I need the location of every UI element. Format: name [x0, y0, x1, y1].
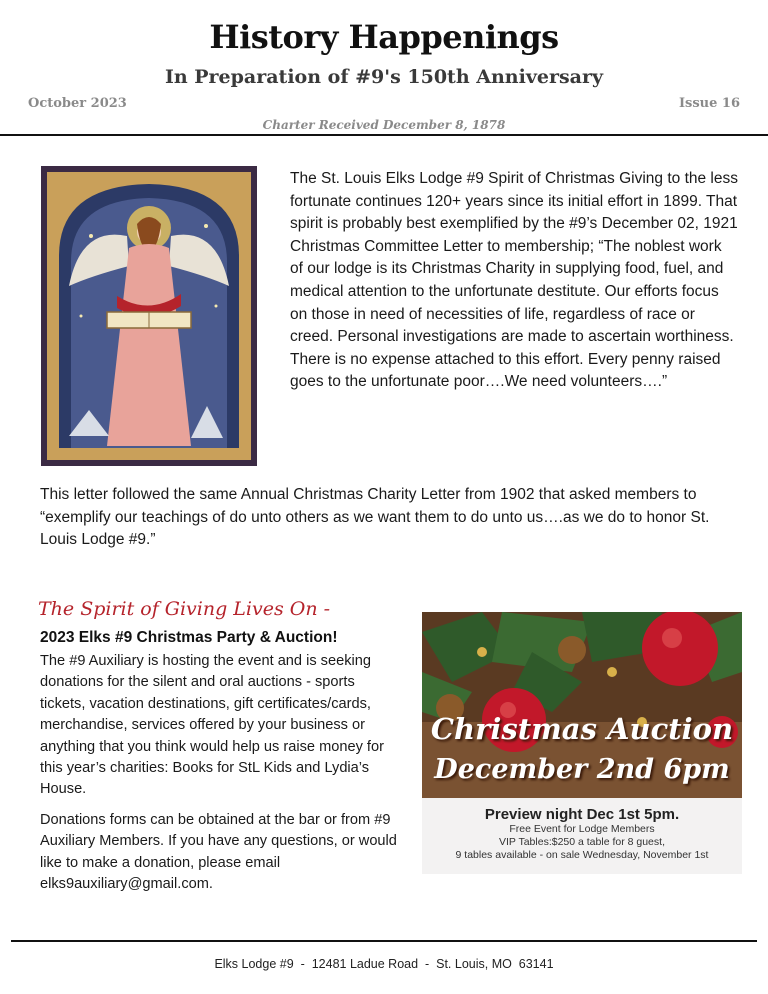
flyer-caption: [422, 798, 742, 874]
newsletter-title: History Happenings: [209, 18, 559, 56]
newsletter-subtitle: In Preparation of #9's 150th Anniversary: [164, 66, 604, 88]
angel-illustration: [41, 166, 257, 466]
footer-divider: [11, 940, 757, 942]
flyer-line-vip-tables: VIP Tables:$250 a table for 8 guest,: [499, 836, 665, 848]
party-auction-heading: 2023 Elks #9 Christmas Party & Auction!: [40, 629, 338, 646]
footer-address: Elks Lodge #9 - 12481 Ladue Road - St. Louis, MO 63141: [214, 957, 554, 971]
christmas-auction-flyer: [422, 612, 742, 874]
issue-number: Issue 16: [678, 96, 740, 111]
party-auction-paragraph: The #9 Auxiliary is hosting the event and is seeking donations for the silent and oral auctions - sports tickets, vacation destinations, gift certificates/cards, merchandise, services offered by your business or anything that you think would help us raise money for this year’s charities: Books for StL Kids and Lydia’s House.: [40, 653, 384, 798]
article-intro-paragraph: The St. Louis Elks Lodge #9 Spirit of Christmas Giving to the less fortunate continues 120+ years since its initial effort in 1899. That spirit is probably best exemplified by the #9’s December 02, 1921 Christmas Committee Letter to membership; “The noblest work of our lodge is its Christmas Charity in supplying food, fuel, and medical attention to the unfortunate destitute. Our efforts focus on those in need of necessities of life, regardless of race or creed. Personal investigations are made to ascertain worthiness. There is no expense attached to this effort. Every penny raised goes to the unfortunate poor….We need volunteers….”: [290, 170, 738, 391]
flyer-photo: [422, 612, 742, 798]
spirit-of-giving-heading: The Spirit of Giving Lives On -: [38, 598, 331, 620]
flyer-line-tables-available: 9 tables available - on sale Wednesday, November 1st: [455, 849, 709, 861]
article-followup-paragraph: This letter followed the same Annual Christmas Charity Letter from 1902 that asked members to “exemplify our teachings of do unto others as we want them to do unto us….as we do to honor St. Louis Lodge #9.”: [40, 486, 710, 549]
header-divider: [0, 134, 768, 136]
flyer-preview-night: Preview night Dec 1st 5pm.: [484, 806, 680, 823]
flyer-title-line1: Christmas Auction: [430, 712, 734, 746]
flyer-title-line2: December 2nd 6pm: [434, 754, 730, 785]
flyer-line-free-event: Free Event for Lodge Members: [509, 823, 655, 835]
issue-date: October 2023: [28, 96, 127, 111]
donations-paragraph: Donations forms can be obtained at the bar or from #9 Auxiliary Members. If you have any questions, or would like to make a donation, please email elks9auxiliary@gmail.com.: [40, 812, 397, 893]
charter-line: Charter Received December 8, 1878: [262, 118, 506, 132]
